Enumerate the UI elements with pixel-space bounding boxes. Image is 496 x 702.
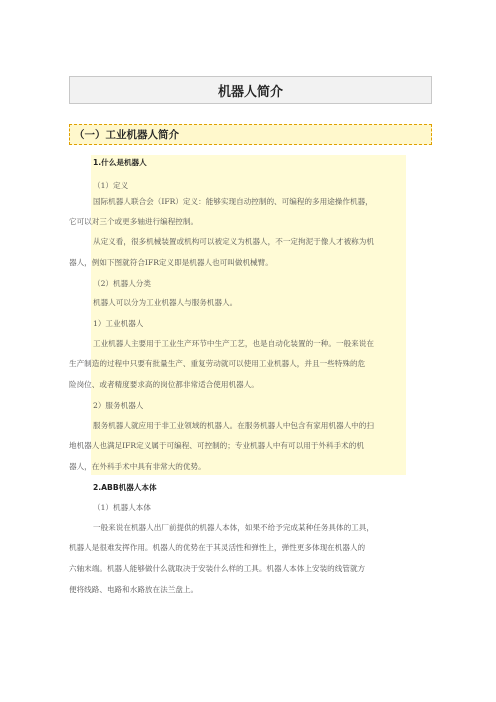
page-title-box: [69, 76, 432, 104]
section-heading: （一）工业机器人简介: [74, 129, 179, 141]
industrial-robot-text-line: 工业机器人主要用于工业生产环节中生产工艺，也是自动化装置的一种。一般来说在: [93, 339, 374, 348]
industrial-robot-text-line: 险岗位、或者精度要求高的岗位都非常适合使用机器人。: [69, 380, 259, 389]
service-robot-text-line: 器人，在外科手术中具有非常大的优势。: [69, 462, 206, 471]
section-heading-box: [69, 124, 432, 145]
robot-body-text-line: 六轴末端。机器人能够做什么就取决于安装什么样的工具。机器人本体上安装的线管就方: [69, 564, 366, 573]
subheading-what-is-robot: 1.什么是机器人: [93, 158, 147, 167]
robot-body-text-line: 机器人是很难发挥作用。机器人的优势在于其灵活性和弹性上，弹性更多体现在机器人的: [69, 543, 366, 552]
service-robot-text-line: 服务机器人就应用于非工业领域的机器人。在服务机器人中包含有家用机器人中的扫: [93, 421, 374, 430]
service-robot-text-line: 地机器人也满足IFR定义属于可编程、可控制的；专业机器人中有可以用于外科手术的机: [69, 441, 364, 450]
service-robot-label: 2）服务机器人: [93, 401, 144, 410]
classification-text: 机器人可以分为工业机器人与服务机器人。: [93, 298, 238, 307]
industrial-robot-label: 1）工业机器人: [93, 319, 144, 328]
page-title: 机器人简介: [217, 84, 283, 100]
subheading-abb-robot-body: 2.ABB机器人本体: [93, 483, 157, 492]
robot-body-text-line: 一般来说在机器人出厂前提供的机器人本体，如果不给予完成某种任务具体的工具，: [93, 523, 374, 532]
definition-label: （1）定义: [93, 181, 129, 190]
robot-body-text-line: 便将线路、电路和水路放在法兰盘上。: [69, 585, 199, 594]
definition-text-line: 它可以对三个或更多轴进行编程控制。: [69, 217, 199, 226]
definition-text-line: 器人，例如下图就符合IFR定义即是机器人也可叫做机械臂。: [69, 258, 273, 267]
robot-body-label: （1）机器人本体: [93, 503, 151, 512]
definition-text-line: 从定义看，很多机械装置或机构可以被定义为机器人，不一定拘泥于像人才被称为机: [93, 237, 374, 246]
industrial-robot-text-line: 生产制造的过程中只要有批量生产、重复劳动就可以使用工业机器人，并且一些特殊的危: [69, 359, 366, 368]
classification-label: （2）机器人分类: [93, 279, 151, 288]
definition-text-line: 国际机器人联合会（IFR）定义：能够实现自动控制的、可编程的多用途操作机器，: [93, 197, 373, 206]
